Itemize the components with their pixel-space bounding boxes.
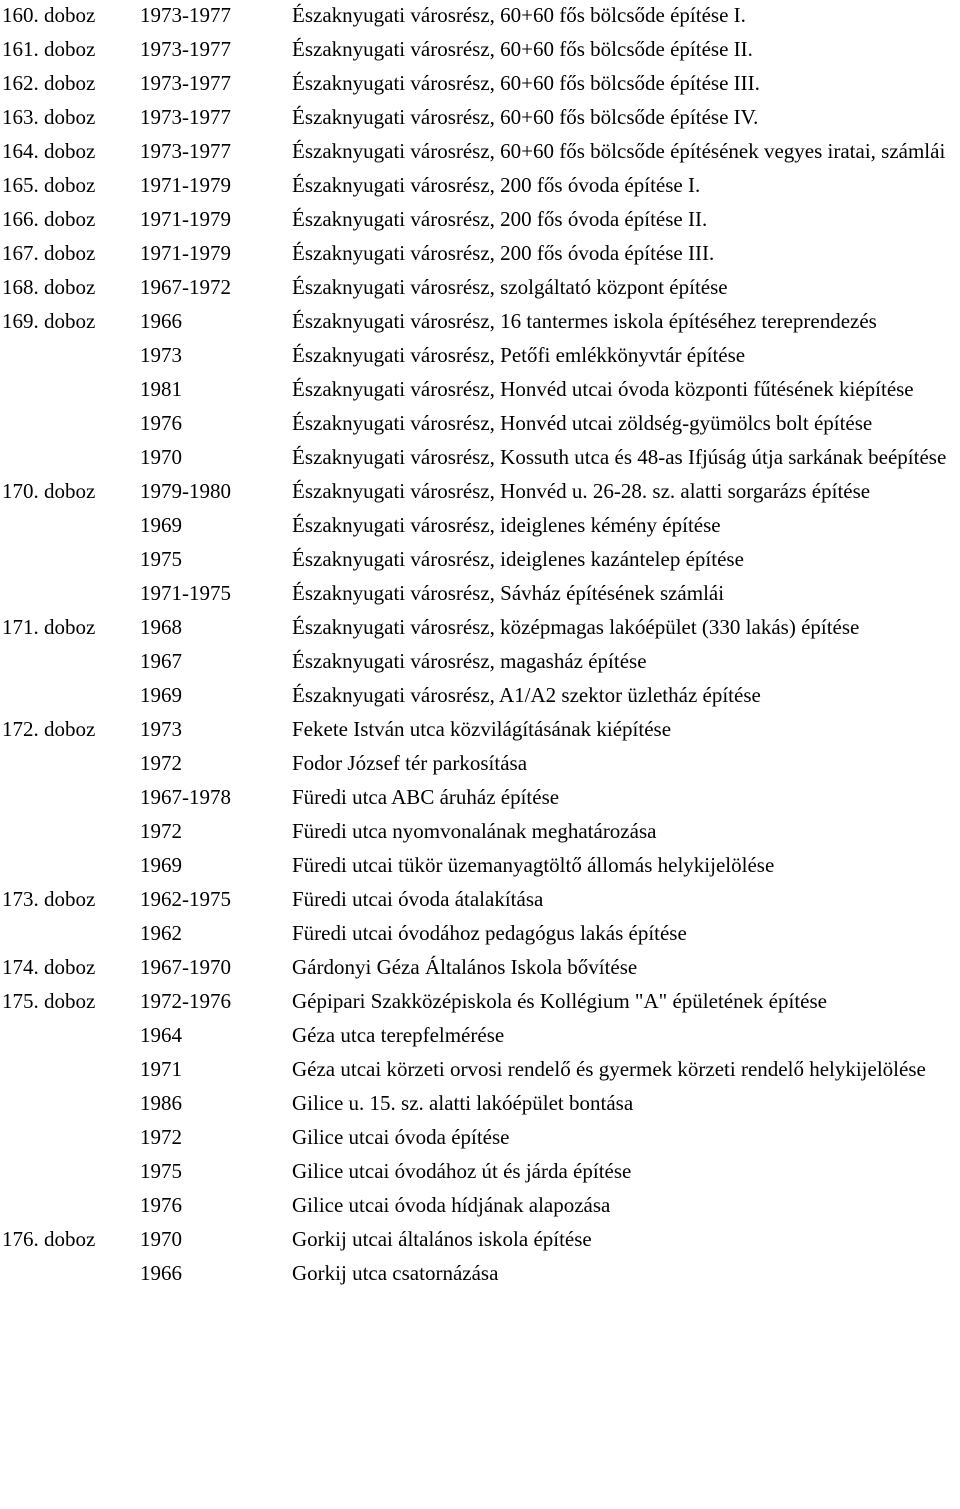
inventory-row <box>0 136 960 166</box>
year-range: 1973-1977 <box>140 3 231 27</box>
item-description: Füredi utcai óvodához pedagógus lakás építése <box>292 921 687 945</box>
inventory-row <box>0 952 960 982</box>
box-number: 171. doboz <box>2 615 96 639</box>
box-number <box>0 646 140 676</box>
item-description: Északnyugati városrész, Honvéd utcai zöldség-gyümölcs bolt építése <box>292 411 873 435</box>
inventory-row <box>0 850 960 880</box>
box-number <box>0 918 140 948</box>
year-range: 1976 <box>140 411 182 435</box>
box-number <box>0 680 140 710</box>
box-number <box>0 1258 140 1288</box>
box-number <box>0 340 140 370</box>
inventory-row <box>0 340 960 370</box>
year-range: 1975 <box>140 547 182 571</box>
box-number: 173. doboz <box>2 887 96 911</box>
year-range: 1979-1980 <box>140 479 231 503</box>
item-description: Fodor József tér parkosítása <box>292 751 528 775</box>
box-number <box>0 510 140 540</box>
year-range: 1964 <box>140 1023 182 1047</box>
inventory-row <box>0 544 960 574</box>
box-number <box>0 782 140 812</box>
box-number: 167. doboz <box>2 241 96 265</box>
item-description: Északnyugati városrész, Petőfi emlékkönyvtár építése <box>292 343 746 367</box>
year-range: 1971-1979 <box>140 207 231 231</box>
box-number: 164. doboz <box>2 139 96 163</box>
item-description: Füredi utcai tükör üzemanyagtöltő állomás helykijelölése <box>292 853 775 877</box>
year-range: 1975 <box>140 1159 182 1183</box>
inventory-row <box>0 1020 960 1050</box>
item-description: Északnyugati városrész, Honvéd u. 26-28. sz. alatti sorgarázs építése <box>292 479 871 503</box>
inventory-row <box>0 510 960 540</box>
inventory-row <box>0 612 960 642</box>
box-number <box>0 1156 140 1186</box>
inventory-row <box>0 1190 960 1220</box>
year-range: 1970 <box>140 445 182 469</box>
box-number: 162. doboz <box>2 71 96 95</box>
box-number: 160. doboz <box>2 3 96 27</box>
year-range: 1973-1977 <box>140 71 231 95</box>
year-range: 1969 <box>140 683 182 707</box>
year-range: 1967 <box>140 649 182 673</box>
inventory-row <box>0 442 960 472</box>
inventory-row <box>0 1224 960 1254</box>
inventory-row <box>0 714 960 744</box>
item-description: Északnyugati városrész, 60+60 fős bölcsőde építésének vegyes iratai, számlái <box>292 139 946 163</box>
box-number: 166. doboz <box>2 207 96 231</box>
item-description: Gépipari Szakközépiskola és Kollégium "A" épületének építése <box>292 989 827 1013</box>
box-number <box>0 1020 140 1050</box>
year-range: 1962 <box>140 921 182 945</box>
box-number: 174. doboz <box>2 955 96 979</box>
box-number <box>0 408 140 438</box>
inventory-row <box>0 782 960 812</box>
item-description: Füredi utca ABC áruház építése <box>292 785 560 809</box>
box-number <box>0 578 140 608</box>
item-description: Északnyugati városrész, szolgáltató központ építése <box>292 275 728 299</box>
inventory-row <box>0 1122 960 1152</box>
inventory-row <box>0 578 960 608</box>
item-description: Északnyugati városrész, 60+60 fős bölcsőde építése I. <box>292 3 746 27</box>
year-range: 1967-1978 <box>140 785 231 809</box>
box-number: 165. doboz <box>2 173 96 197</box>
inventory-row <box>0 986 960 1016</box>
item-description: Füredi utcai óvoda átalakítása <box>292 887 544 911</box>
inventory-row <box>0 238 960 268</box>
item-description: Északnyugati városrész, 60+60 fős bölcsőde építése II. <box>292 37 753 61</box>
year-range: 1971 <box>140 1057 182 1081</box>
inventory-row <box>0 408 960 438</box>
inventory-row <box>0 1156 960 1186</box>
item-description: Északnyugati városrész, középmagas lakóépület (330 lakás) építése <box>292 615 860 639</box>
item-description: Gorkij utcai általános iskola építése <box>292 1227 592 1251</box>
box-number <box>0 1088 140 1118</box>
item-description: Északnyugati városrész, Sávház építésének számlái <box>292 581 725 605</box>
item-description: Fekete István utca közvilágításának kiépítése <box>292 717 672 741</box>
inventory-row <box>0 918 960 948</box>
year-range: 1973 <box>140 717 182 741</box>
inventory-row <box>0 204 960 234</box>
year-range: 1966 <box>140 309 182 333</box>
year-range: 1973 <box>140 343 182 367</box>
year-range: 1968 <box>140 615 182 639</box>
inventory-row <box>0 646 960 676</box>
year-range: 1962-1975 <box>140 887 231 911</box>
year-range: 1967-1970 <box>140 955 231 979</box>
item-description: Gilice utcai óvoda építése <box>292 1125 510 1149</box>
item-description: Északnyugati városrész, magasház építése <box>292 649 647 673</box>
inventory-row <box>0 34 960 64</box>
year-range: 1967-1972 <box>140 275 231 299</box>
inventory-row <box>0 884 960 914</box>
inventory-row <box>0 306 960 336</box>
inventory-row <box>0 102 960 132</box>
box-number <box>0 748 140 778</box>
box-number: 169. doboz <box>2 309 96 333</box>
item-description: Északnyugati városrész, 200 fős óvoda építése II. <box>292 207 708 231</box>
inventory-row <box>0 1054 960 1084</box>
box-number: 172. doboz <box>2 717 96 741</box>
year-range: 1986 <box>140 1091 182 1115</box>
box-number <box>0 1054 140 1084</box>
item-description: Északnyugati városrész, A1/A2 szektor üzletház építése <box>292 683 761 707</box>
item-description: Gilice u. 15. sz. alatti lakóépület bontása <box>292 1091 634 1115</box>
inventory-row <box>0 0 960 30</box>
year-range: 1971-1979 <box>140 241 231 265</box>
item-description: Északnyugati városrész, 60+60 fős bölcsőde építése IV. <box>292 105 759 129</box>
inventory-row <box>0 1258 960 1288</box>
box-number <box>0 1190 140 1220</box>
year-range: 1973-1977 <box>140 105 231 129</box>
item-description: Északnyugati városrész, Honvéd utcai óvoda központi fűtésének kiépítése <box>292 377 914 401</box>
box-number <box>0 1122 140 1152</box>
item-description: Gilice utcai óvodához út és járda építése <box>292 1159 632 1183</box>
inventory-row <box>0 816 960 846</box>
item-description: Északnyugati városrész, 16 tantermes iskola építéséhez tereprendezés <box>292 309 877 333</box>
box-number <box>0 544 140 574</box>
box-number: 176. doboz <box>2 1227 96 1251</box>
year-range: 1972 <box>140 751 182 775</box>
item-description: Északnyugati városrész, 60+60 fős bölcsőde építése III. <box>292 71 760 95</box>
inventory-row <box>0 748 960 778</box>
year-range: 1971-1979 <box>140 173 231 197</box>
year-range: 1981 <box>140 377 182 401</box>
item-description: Géza utcai körzeti orvosi rendelő és gyermek körzeti rendelő helykijelölése <box>292 1057 926 1081</box>
inventory-row <box>0 680 960 710</box>
item-description: Északnyugati városrész, Kossuth utca és 48-as Ifjúság útja sarkának beépítése <box>292 445 947 469</box>
inventory-row <box>0 476 960 506</box>
inventory-row <box>0 68 960 98</box>
year-range: 1969 <box>140 853 182 877</box>
box-number: 163. doboz <box>2 105 96 129</box>
item-description: Gilice utcai óvoda hídjának alapozása <box>292 1193 611 1217</box>
box-number <box>0 816 140 846</box>
box-number: 161. doboz <box>2 37 96 61</box>
year-range: 1966 <box>140 1261 182 1285</box>
year-range: 1973-1977 <box>140 139 231 163</box>
item-description: Gárdonyi Géza Általános Iskola bővítése <box>292 955 638 979</box>
inventory-row <box>0 170 960 200</box>
year-range: 1972-1976 <box>140 989 231 1013</box>
item-description: Északnyugati városrész, 200 fős óvoda építése I. <box>292 173 701 197</box>
item-description: Északnyugati városrész, ideiglenes kémény építése <box>292 513 721 537</box>
year-range: 1971-1975 <box>140 581 231 605</box>
inventory-row <box>0 1088 960 1118</box>
box-number: 168. doboz <box>2 275 96 299</box>
year-range: 1969 <box>140 513 182 537</box>
year-range: 1970 <box>140 1227 182 1251</box>
box-number <box>0 850 140 880</box>
box-number: 170. doboz <box>2 479 96 503</box>
year-range: 1973-1977 <box>140 37 231 61</box>
year-range: 1972 <box>140 1125 182 1149</box>
item-description: Északnyugati városrész, ideiglenes kazántelep építése <box>292 547 744 571</box>
item-description: Géza utca terepfelmérése <box>292 1023 505 1047</box>
inventory-row <box>0 272 960 302</box>
inventory-row <box>0 374 960 404</box>
item-description: Füredi utca nyomvonalának meghatározása <box>292 819 657 843</box>
item-description: Északnyugati városrész, 200 fős óvoda építése III. <box>292 241 715 265</box>
item-description: Gorkij utca csatornázása <box>292 1261 499 1285</box>
year-range: 1972 <box>140 819 182 843</box>
box-number <box>0 442 140 472</box>
box-number <box>0 374 140 404</box>
year-range: 1976 <box>140 1193 182 1217</box>
box-number: 175. doboz <box>2 989 96 1013</box>
